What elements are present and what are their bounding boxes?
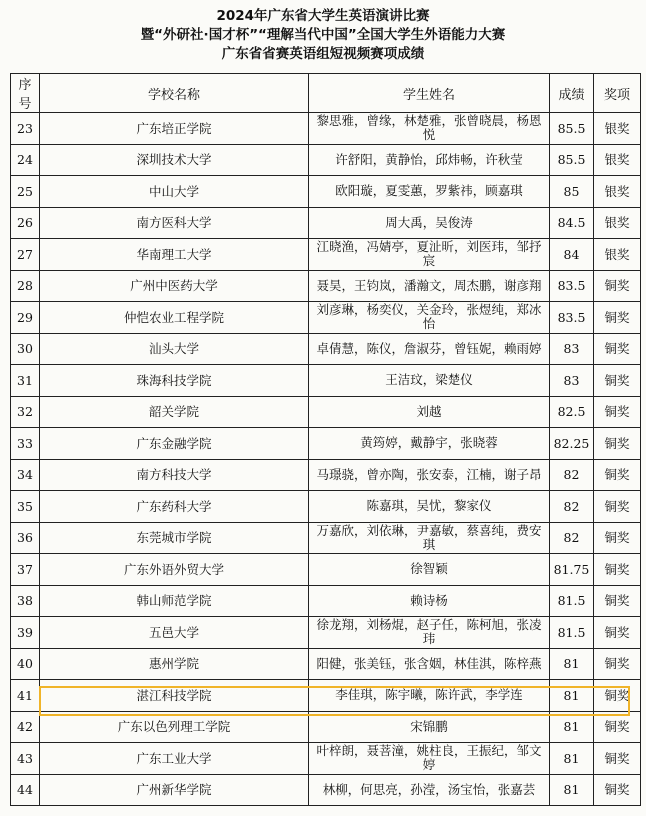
cell-index: 27 <box>11 239 40 271</box>
cell-students: 刘越 <box>309 396 550 428</box>
cell-school: 惠州学院 <box>40 648 309 680</box>
title-line-1: 2024年广东省大学生英语演讲比赛 <box>216 8 430 24</box>
cell-students: 许舒阳，黄静怡，邱炜畅，许秋莹 <box>309 144 550 176</box>
cell-score: 81.5 <box>550 585 594 617</box>
cell-award: 银奖 <box>594 176 641 208</box>
cell-school: 广东工业大学 <box>40 743 309 775</box>
cell-score: 85.5 <box>550 144 594 176</box>
cell-index: 40 <box>11 648 40 680</box>
cell-school: 广州中医药大学 <box>40 270 309 302</box>
table-row <box>11 585 641 617</box>
cell-award: 银奖 <box>594 113 641 145</box>
cell-score: 83 <box>550 365 594 397</box>
cell-score: 81 <box>550 648 594 680</box>
table-row <box>11 302 641 334</box>
table-row <box>11 176 641 208</box>
cell-award: 银奖 <box>594 207 641 239</box>
cell-score: 83.5 <box>550 302 594 334</box>
cell-score: 85.5 <box>550 113 594 145</box>
cell-score: 81 <box>550 743 594 775</box>
cell-index: 42 <box>11 711 40 743</box>
cell-students: 阳健，张美钰，张含姻，林佳淇，陈梓燕 <box>309 648 550 680</box>
cell-students: 宋锦鹏 <box>309 711 550 743</box>
cell-award: 铜奖 <box>594 554 641 586</box>
cell-index: 30 <box>11 333 40 365</box>
cell-index: 29 <box>11 302 40 334</box>
cell-score: 82 <box>550 522 594 554</box>
table-row <box>11 428 641 460</box>
cell-score: 81 <box>550 711 594 743</box>
table-row <box>11 459 641 491</box>
table-row <box>11 207 641 239</box>
cell-school: 韩山师范学院 <box>40 585 309 617</box>
cell-award: 铜奖 <box>594 774 641 806</box>
cell-award: 银奖 <box>594 144 641 176</box>
header-students: 学生姓名 <box>309 74 550 113</box>
cell-school: 韶关学院 <box>40 396 309 428</box>
cell-score: 81.5 <box>550 617 594 649</box>
table-row <box>11 711 641 743</box>
cell-index: 37 <box>11 554 40 586</box>
cell-school: 东莞城市学院 <box>40 522 309 554</box>
cell-award: 铜奖 <box>594 680 641 712</box>
cell-index: 41 <box>11 680 40 712</box>
table-row <box>11 491 641 523</box>
cell-score: 83 <box>550 333 594 365</box>
cell-score: 84 <box>550 239 594 271</box>
cell-award: 铜奖 <box>594 648 641 680</box>
cell-index: 34 <box>11 459 40 491</box>
table-row <box>11 239 641 271</box>
cell-index: 23 <box>11 113 40 145</box>
cell-index: 32 <box>11 396 40 428</box>
cell-score: 83.5 <box>550 270 594 302</box>
cell-index: 39 <box>11 617 40 649</box>
header-award: 奖项 <box>594 74 641 113</box>
cell-students: 林柳，何思亮，孙滢，汤宝怡，张嘉芸 <box>309 774 550 806</box>
cell-school: 南方医科大学 <box>40 207 309 239</box>
cell-students: 周大禹，吴俊涛 <box>309 207 550 239</box>
table-row <box>11 522 641 554</box>
cell-school: 汕头大学 <box>40 333 309 365</box>
table-row <box>11 554 641 586</box>
table-row <box>11 333 641 365</box>
cell-award: 铜奖 <box>594 333 641 365</box>
cell-score: 82 <box>550 459 594 491</box>
cell-index: 33 <box>11 428 40 460</box>
cell-award: 银奖 <box>594 239 641 271</box>
cell-index: 38 <box>11 585 40 617</box>
results-table <box>10 73 641 806</box>
title-line-3: 广东省省赛英语组短视频赛项成绩 <box>221 46 425 62</box>
cell-students: 刘彦琳，杨奕仪，关金玲，张煜纯，郑冰怡 <box>309 302 550 334</box>
cell-score: 85 <box>550 176 594 208</box>
cell-school: 仲恺农业工程学院 <box>40 302 309 334</box>
table-header-row <box>11 74 641 113</box>
cell-award: 铜奖 <box>594 302 641 334</box>
title-line-2: 暨“外研社·国才杯”“理解当代中国”全国大学生外语能力大赛 <box>140 27 506 43</box>
cell-award: 铜奖 <box>594 522 641 554</box>
table-body <box>11 113 641 806</box>
cell-school: 华南理工大学 <box>40 239 309 271</box>
table-row <box>11 648 641 680</box>
cell-award: 铜奖 <box>594 270 641 302</box>
cell-students: 万嘉欣，刘依琳，尹嘉敏，蔡喜纯，费安琪 <box>309 522 550 554</box>
cell-score: 81.75 <box>550 554 594 586</box>
cell-award: 铜奖 <box>594 396 641 428</box>
cell-students: 聂昊，王钧岚，潘瀚文，周杰鹏，谢彦翔 <box>309 270 550 302</box>
cell-index: 26 <box>11 207 40 239</box>
cell-school: 五邑大学 <box>40 617 309 649</box>
cell-school: 广东培正学院 <box>40 113 309 145</box>
cell-index: 44 <box>11 774 40 806</box>
cell-school: 深圳技术大学 <box>40 144 309 176</box>
cell-school: 广东以色列理工学院 <box>40 711 309 743</box>
cell-students: 王洁玟，梁楚仪 <box>309 365 550 397</box>
cell-students: 李佳琪，陈宇曦，陈许武，李学连 <box>309 680 550 712</box>
cell-index: 31 <box>11 365 40 397</box>
table-row <box>11 396 641 428</box>
cell-award: 铜奖 <box>594 743 641 775</box>
cell-students: 马璟骁，曾亦陶，张安泰，江楠，谢子昂 <box>309 459 550 491</box>
cell-students: 江晓渔，冯婧亭，夏沚昕，刘医玮，邹抒宸 <box>309 239 550 271</box>
header-school: 学校名称 <box>40 74 309 113</box>
cell-school: 中山大学 <box>40 176 309 208</box>
cell-score: 82.25 <box>550 428 594 460</box>
table-row <box>11 743 641 775</box>
cell-school: 珠海科技学院 <box>40 365 309 397</box>
table-row <box>11 270 641 302</box>
cell-school: 南方科技大学 <box>40 459 309 491</box>
table-row <box>11 113 641 145</box>
header-index: 序号 <box>11 74 40 113</box>
cell-index: 36 <box>11 522 40 554</box>
cell-award: 铜奖 <box>594 365 641 397</box>
table-row <box>11 680 641 712</box>
cell-award: 铜奖 <box>594 459 641 491</box>
cell-index: 43 <box>11 743 40 775</box>
cell-award: 铜奖 <box>594 585 641 617</box>
cell-students: 徐龙翔，刘杨焜，赵子任，陈柯旭，张凌玮 <box>309 617 550 649</box>
cell-award: 铜奖 <box>594 617 641 649</box>
cell-students: 徐智颖 <box>309 554 550 586</box>
cell-school: 广东金融学院 <box>40 428 309 460</box>
table-row <box>11 617 641 649</box>
table-row <box>11 144 641 176</box>
cell-students: 黄筠婷，戴静宇，张晓蓉 <box>309 428 550 460</box>
cell-school: 湛江科技学院 <box>40 680 309 712</box>
cell-score: 81 <box>550 774 594 806</box>
document-title <box>0 7 646 64</box>
cell-school: 广州新华学院 <box>40 774 309 806</box>
cell-index: 35 <box>11 491 40 523</box>
cell-score: 82.5 <box>550 396 594 428</box>
cell-award: 铜奖 <box>594 491 641 523</box>
cell-score: 81 <box>550 680 594 712</box>
cell-score: 82 <box>550 491 594 523</box>
cell-students: 卓倩慧，陈仪，詹淑芬，曾钰妮，赖雨婷 <box>309 333 550 365</box>
cell-award: 铜奖 <box>594 428 641 460</box>
table-row <box>11 774 641 806</box>
table-row <box>11 365 641 397</box>
cell-students: 黎思雅，曾缘，林楚雅，张曾晓晨，杨恩悦 <box>309 113 550 145</box>
cell-index: 25 <box>11 176 40 208</box>
cell-award: 铜奖 <box>594 711 641 743</box>
cell-students: 欧阳璇，夏雯蕙，罗紫祎，顾嘉琪 <box>309 176 550 208</box>
cell-index: 24 <box>11 144 40 176</box>
cell-students: 赖诗杨 <box>309 585 550 617</box>
cell-score: 84.5 <box>550 207 594 239</box>
cell-school: 广东药科大学 <box>40 491 309 523</box>
cell-school: 广东外语外贸大学 <box>40 554 309 586</box>
cell-students: 叶梓朗，聂菩潼，姚柱良，王振纪，邹文婷 <box>309 743 550 775</box>
cell-index: 28 <box>11 270 40 302</box>
header-score: 成绩 <box>550 74 594 113</box>
cell-students: 陈嘉琪，吴忧，黎家仪 <box>309 491 550 523</box>
